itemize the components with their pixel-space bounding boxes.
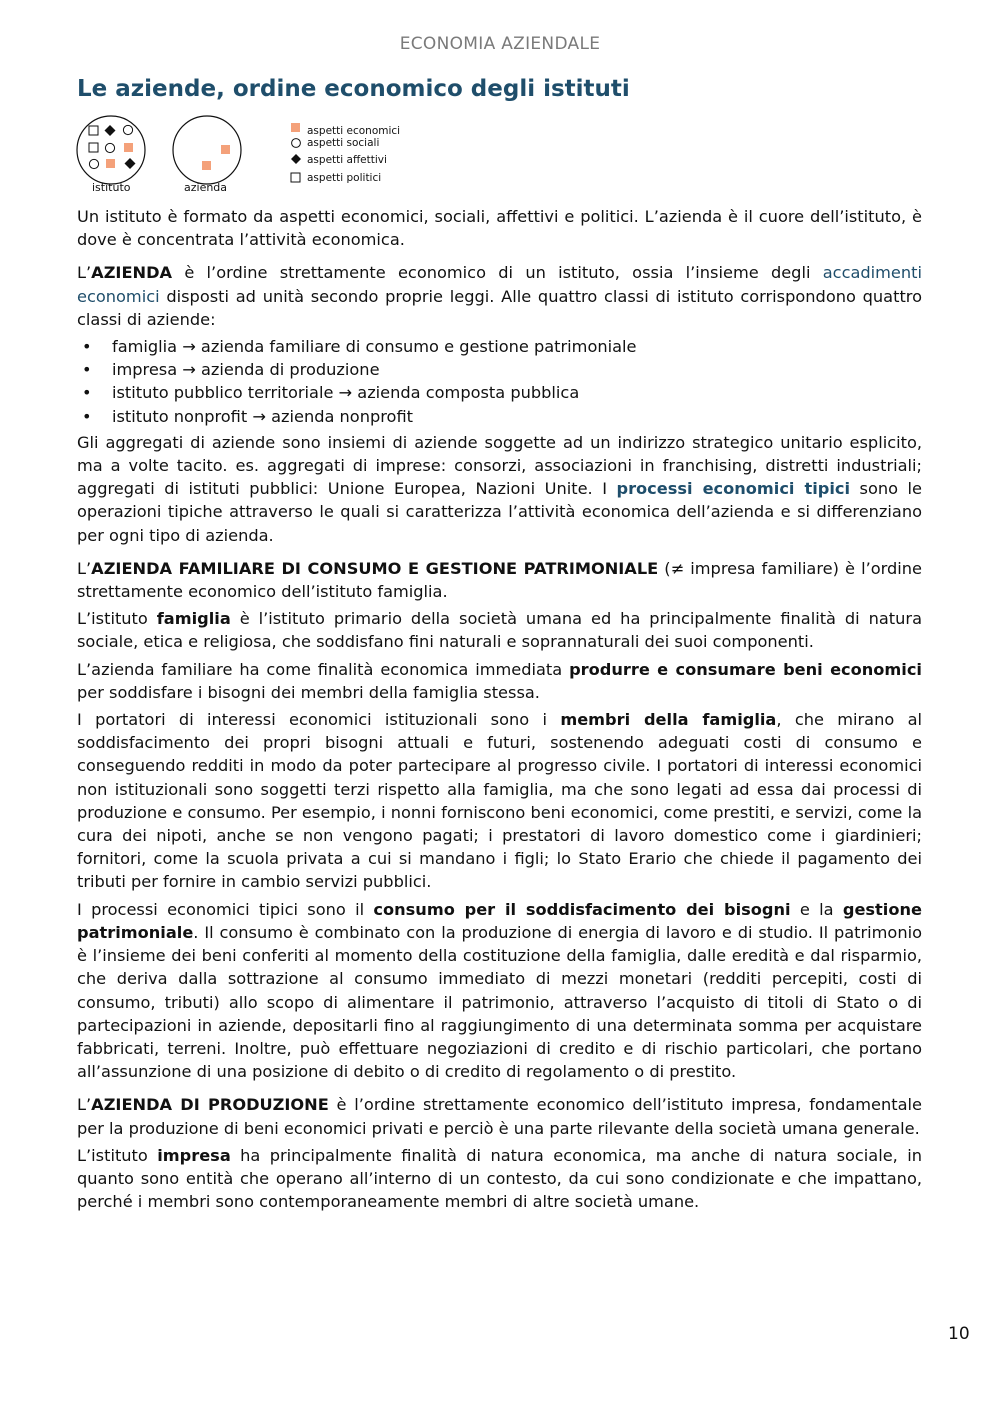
- istituto-azienda-diagram: [70, 112, 410, 198]
- list-item: • impresa → azienda di produzione: [112, 358, 922, 381]
- economic-square-icon: [106, 159, 115, 168]
- political-square-icon: [291, 173, 300, 182]
- term-azienda-familiare: AZIENDA FAMILIARE DI CONSUMO E GESTIONE PATRIMONIALE: [91, 558, 659, 578]
- term-accadimenti-economici: accadimenti economici: [77, 263, 922, 306]
- azienda-label: azienda: [184, 181, 228, 194]
- paragraph-istituto: Un istituto è formato da aspetti economici, sociali, affettivi e politici. L’azienda è il cuore dell’istituto, è dove è concentrata l’attività economica.: [77, 207, 922, 250]
- diagram-legend: [291, 123, 400, 184]
- term-gestione-patrimoniale: gestione patrimoniale: [77, 899, 922, 942]
- list-item: • istituto nonprofit → azienda nonprofit: [112, 405, 922, 428]
- paragraph-famiglia: L’istituto famiglia è l’istituto primario della società umana ed ha principalmente finalità di natura sociale, etica e religiosa, che soddisfano fini naturali e soprannaturali dei suoi componenti.: [77, 609, 922, 652]
- istituto-circle: [77, 116, 145, 184]
- paragraph-impresa: L’istituto impresa ha principalmente finalità di natura economica, ma anche di natura sociale, in quanto sono entità che operano all’interno di un contesto, da cui sono condizionate e che impattano, perché i membri sono contemporaneamente membri di altre società umane.: [77, 1145, 922, 1212]
- term-azienda: AZIENDA: [91, 263, 173, 283]
- social-circle-icon: [105, 143, 114, 152]
- legend-label-politici: aspetti politici: [307, 172, 382, 184]
- social-circle-icon: [292, 139, 301, 148]
- paragraph-processi: I processi economici tipici sono il consumo per il soddisfacimento dei bisogni e la gestione patrimoniale. Il consumo è combinato con la produzione di energia di lavoro e di studio. Il patrimonio è l’insieme dei beni conferiti al momento della costituzione della famiglia, dalle eredità e dal risparmio, che deriva dalla sottrazione al consumo immediato di mezzi monetari (redditi percepiti, costi di consumo, tributi) allo scopo di alimentare il patrimonio, attraverso l’acquisto di titoli di Stato o di partecipazioni in aziende, depositarli fino al raggiungimento di una determinata somma per acquistare fabbricati, terreni. Inoltre, può effettuare negoziazioni di credito e di rischio particolari, che portano all’assunzione di una posizione di debito o di credito di regolamento o di prestito.: [77, 899, 922, 1082]
- istituto-label: istituto: [92, 181, 131, 194]
- azienda-circle: [173, 116, 241, 184]
- list-item: • istituto pubblico territoriale → azienda composta pubblica: [112, 381, 922, 404]
- economic-square-icon: [124, 143, 133, 152]
- affective-diamond-icon: [105, 125, 116, 136]
- legend-label-economici: aspetti economici: [307, 125, 401, 137]
- political-square-icon: [89, 143, 98, 152]
- page-title: Le aziende, ordine economico degli istituti: [77, 76, 630, 102]
- social-circle-icon: [89, 159, 98, 168]
- running-header: ECONOMIA AZIENDALE: [399, 34, 601, 54]
- paragraph-aggregati: Gli aggregati di aziende sono insiemi di aziende soggette ad un indirizzo strategico unitario esplicito, ma a volte tacito. es. aggregati di imprese: consorzi, associazioni in franchising, distretti industriali; aggregati di istituti pubblici: Unione Europea, Nazioni Unite. I processi economici tipici sono le operazioni tipiche attraverso le quali si caratterizza l’attività economica dell’azienda e si differenziano per ogni tipo di azienda.: [77, 432, 922, 545]
- page-number: 10: [948, 1324, 970, 1344]
- social-circle-icon: [123, 125, 132, 134]
- list-item: • famiglia → azienda familiare di consumo e gestione patrimoniale: [112, 335, 922, 358]
- affective-diamond-icon: [291, 154, 301, 164]
- paragraph-finalita: L’azienda familiare ha come finalità economica immediata produrre e consumare beni economici per soddisfare i bisogni dei membri della famiglia stessa.: [77, 659, 922, 702]
- paragraph-azienda-familiare: L’AZIENDA FAMILIARE DI CONSUMO E GESTIONE PATRIMONIALE (≠ impresa familiare) è l’ordine strettamente economico dell’istituto famiglia.: [77, 558, 923, 602]
- term-consumo: consumo per il soddisfacimento dei bisogni: [373, 899, 791, 919]
- term-famiglia: famiglia: [156, 609, 231, 629]
- legend-label-affettivi: aspetti affettivi: [307, 154, 387, 166]
- term-azienda-produzione: AZIENDA DI PRODUZIONE: [91, 1095, 329, 1115]
- affective-diamond-icon: [125, 158, 136, 169]
- economic-square-icon: [221, 145, 230, 154]
- aziende-classes-list: [77, 335, 922, 428]
- paragraph-azienda-produzione: L’AZIENDA DI PRODUZIONE è l’ordine strettamente economico dell’istituto impresa, fondamentale per la produzione di beni economici privati e perciò è una parte rilevante della società umana generale.: [77, 1095, 922, 1138]
- legend-label-sociali: aspetti sociali: [307, 137, 380, 149]
- economic-square-icon: [202, 161, 211, 170]
- paragraph-portatori: I portatori di interessi economici istituzionali sono i membri della famiglia, che mirano al soddisfacimento dei propri bisogni attuali e futuri, sostenendo adeguati costi di consumo e conseguendo redditi in modo da poter partecipare al progresso civile. I portatori di interessi economici non istituzionali sono soggetti terzi rispetto alla famiglia, ma che sono legati ad essa dai processi di produzione e consumo. Per esempio, i nonni forniscono beni economici, come prestiti, e servizi, come la cura dei nipoti, anche se non vengono pagati; i prestatori di lavoro domestico come i giardinieri; fornitori, come la scuola privata a cui si mandano i figli; lo Stato Erario che chiede il pagamento dei tributi per fornire in cambio servizi pubblici.: [77, 710, 922, 892]
- political-square-icon: [89, 126, 98, 135]
- term-processi-economici-tipici: processi economici tipici: [616, 479, 851, 499]
- term-impresa: impresa: [157, 1145, 231, 1165]
- term-membri-famiglia: membri della famiglia: [560, 710, 777, 730]
- paragraph-azienda: L’AZIENDA è l’ordine strettamente economico di un istituto, ossia l’insieme degli accadimenti economici disposti ad unità secondo proprie leggi. Alle quattro classi di istituto corrispondono quattro classi di aziende:: [77, 263, 922, 329]
- economic-square-icon: [291, 123, 300, 132]
- term-produrre-consumare: produrre e consumare beni economici: [569, 659, 922, 679]
- document-body: [77, 205, 922, 1217]
